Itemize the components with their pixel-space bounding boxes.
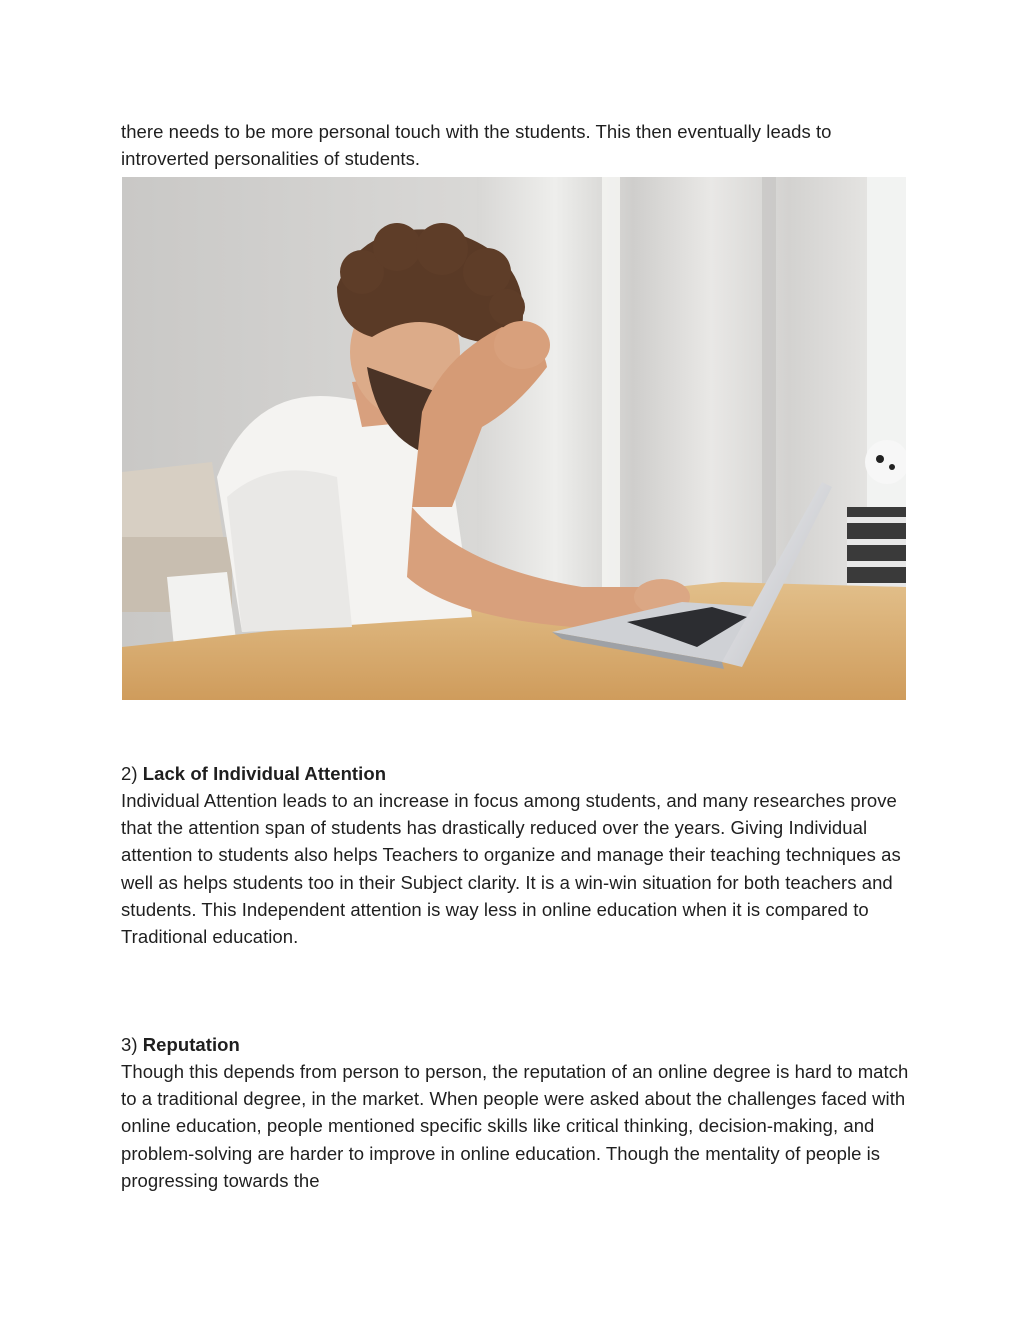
person-frustrated-at-laptop-photo (122, 177, 906, 700)
section-2-body: Individual Attention leads to an increase in focus among students, and many researches prove that the attention span of students has drastically reduced over the years. Giving Individual attention to students also helps Teachers to organize and manage their teaching techniques as well as helps students too in their Subject clarity. It is a win-win situation for both teachers and students. This Independent attention is way less in online education when it is compared to Traditional education. (121, 790, 901, 948)
section-2-heading (121, 760, 911, 787)
section-3-title: Reputation (142, 1034, 240, 1055)
section-2-title: Lack of Individual Attention (142, 763, 387, 784)
intro-paragraph: there needs to be more personal touch with the students. This then eventually leads to introverted personalities of students. (121, 121, 832, 170)
section-3-body: Though this depends from person to person, the reputation of an online degree is hard to match to a traditional degree, in the market. When people were asked about the challenges faced with online education, people mentioned specific skills like critical thinking, decision-making, and problem-solving are harder to improve in online education. Though the mentality of people is progressing towards the (121, 1061, 909, 1191)
section-3-number: 3) (121, 1034, 138, 1055)
section-3-heading (121, 1031, 911, 1058)
section-2-number: 2) (121, 763, 138, 784)
